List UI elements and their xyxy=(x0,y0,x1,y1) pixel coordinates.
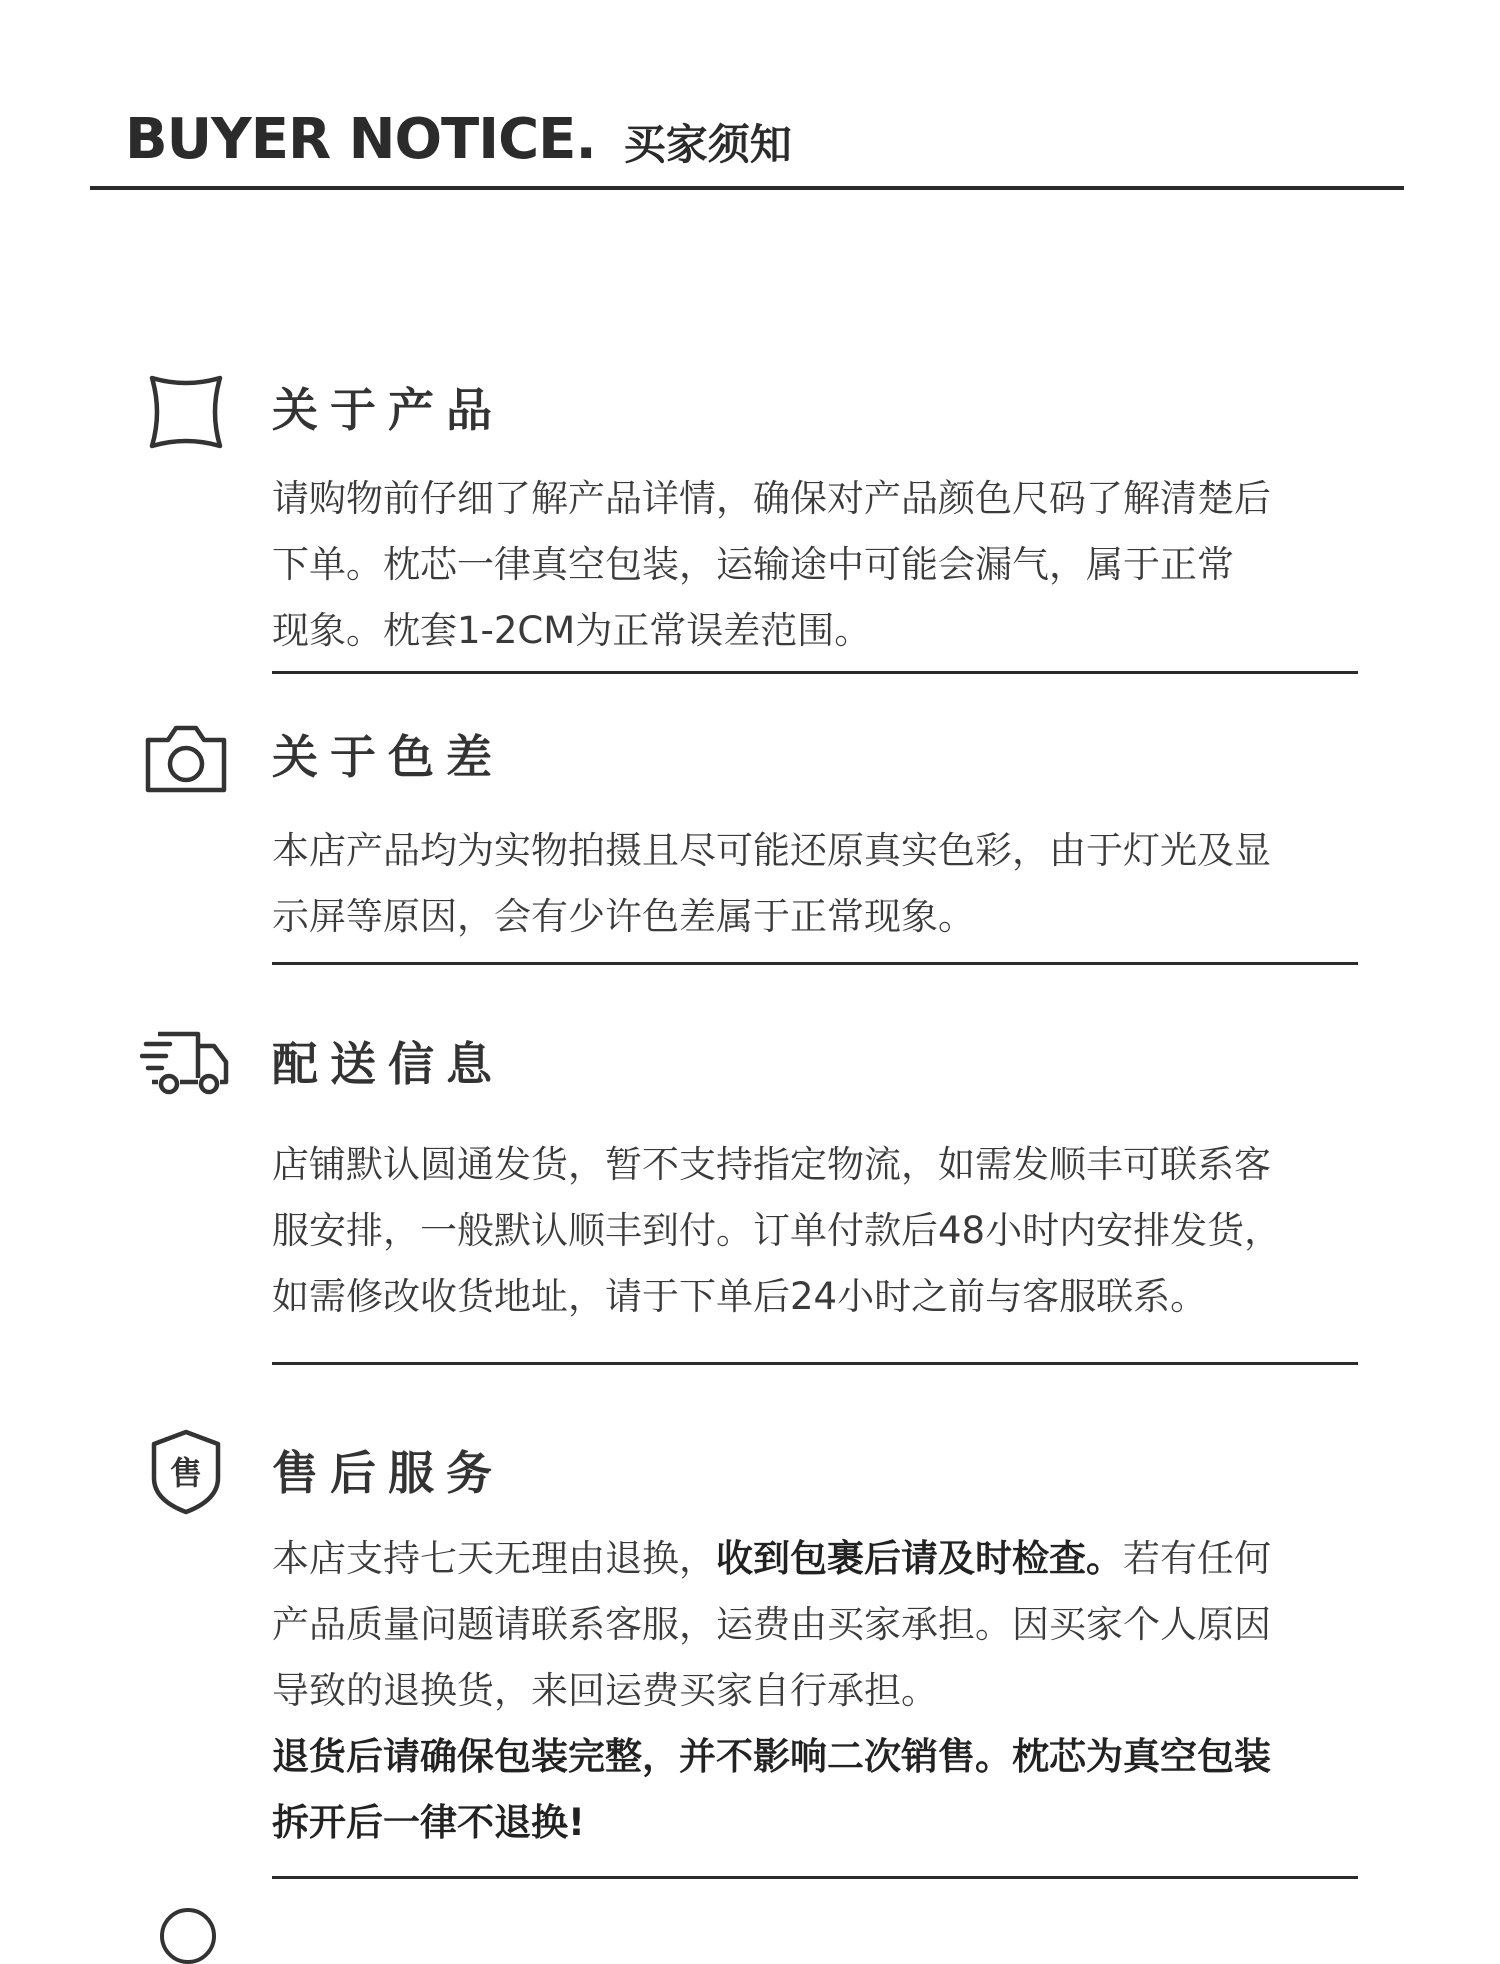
body-line: 服安排，一般默认顺丰到付。订单付款后48小时内安排发货， xyxy=(272,1209,1282,1252)
delivery-truck-icon xyxy=(140,1014,232,1106)
section-divider xyxy=(272,1362,1358,1365)
body-line: 本店产品均为实物拍摄且尽可能还原真实色彩，由于灯光及显 xyxy=(272,829,1271,872)
section-body-delivery xyxy=(272,1132,1332,1330)
header-title-en: BUYER NOTICE. xyxy=(125,107,596,172)
svg-text:售: 售 xyxy=(169,1454,203,1492)
section-body-color xyxy=(272,818,1332,950)
body-line: 请购物前仔细了解产品详情，确保对产品颜色尺码了解清楚后 xyxy=(272,477,1271,520)
body-line-bold: 退货后请确保包装完整，并不影响二次销售。枕芯为真空包装 xyxy=(272,1735,1271,1778)
pillow-icon xyxy=(140,366,232,458)
body-line-bold: 拆开后一律不退换! xyxy=(272,1801,585,1844)
body-line: 示屏等原因，会有少许色差属于正常现象。 xyxy=(272,895,975,938)
section-body-after-sales xyxy=(272,1526,1332,1856)
body-line: 产品质量问题请联系客服，运费由买家承担。因买家个人原因 xyxy=(272,1603,1271,1646)
section-title-color: 关于色差 xyxy=(272,730,504,784)
section-divider xyxy=(272,1876,1358,1879)
body-line: 本店支持七天无理由退换，收到包裹后请及时检查。若有任何 xyxy=(272,1537,1271,1580)
header-title-cn: 买家须知 xyxy=(623,120,792,169)
section-title-after-sales: 售后服务 xyxy=(272,1446,504,1500)
body-line: 下单。枕芯一律真空包装，运输途中可能会漏气，属于正常 xyxy=(272,543,1234,586)
section-title-product: 关于产品 xyxy=(272,383,504,437)
section-divider xyxy=(272,962,1358,965)
page-header xyxy=(125,98,792,172)
header-divider xyxy=(90,186,1404,190)
section-title-delivery: 配送信息 xyxy=(272,1037,504,1091)
body-line: 店铺默认圆通发货，暂不支持指定物流，如需发顺丰可联系客 xyxy=(272,1143,1271,1186)
body-line: 如需修改收货地址，请于下单后24小时之前与客服联系。 xyxy=(272,1275,1208,1318)
section-body-product xyxy=(272,466,1332,664)
section-divider xyxy=(272,671,1358,674)
next-section-icon xyxy=(160,1908,216,1964)
after-sales-shield-icon xyxy=(140,1426,232,1518)
camera-icon xyxy=(140,712,232,804)
body-line: 现象。枕套1-2CM为正常误差范围。 xyxy=(272,609,872,652)
body-line: 导致的退换货，来回运费买家自行承担。 xyxy=(272,1669,938,1712)
